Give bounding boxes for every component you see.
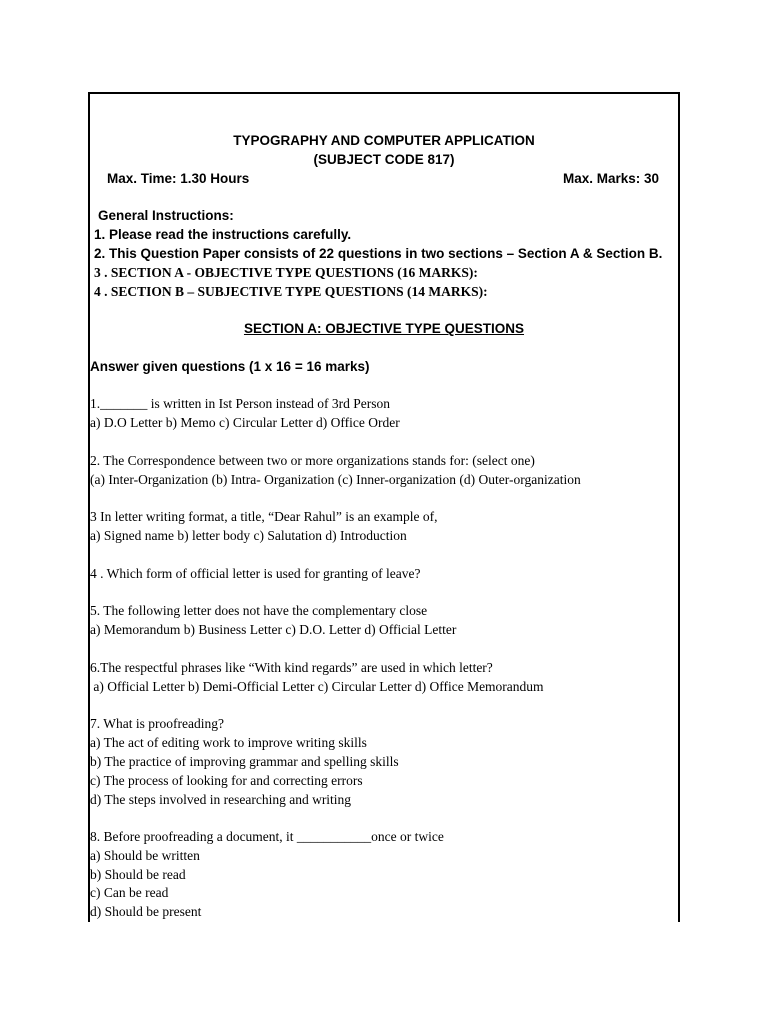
question-8-option-d: d) Should be present <box>90 904 202 919</box>
question-6: 6.The respectful phrases like “With kind regards” are used in which letter? <box>90 660 493 675</box>
section-a-heading: SECTION A: OBJECTIVE TYPE QUESTIONS <box>243 321 525 336</box>
instruction-item: 2. This Question Paper consists of 22 questions in two sections – Section A & Section B. <box>94 246 663 261</box>
question-8-option-c: c) Can be read <box>90 885 169 900</box>
paper-title: TYPOGRAPHY AND COMPUTER APPLICATION <box>233 133 535 148</box>
question-7-option-b: b) The practice of improving grammar and spelling skills <box>90 754 399 769</box>
max-marks: Max. Marks: 30 <box>563 171 660 186</box>
instruction-item: 4 . SECTION B – SUBJECTIVE TYPE QUESTIONS (14 MARKS): <box>94 284 488 299</box>
question-5-options: a) Memorandum b) Business Letter c) D.O. Letter d) Official Letter <box>90 622 457 637</box>
answer-instruction: Answer given questions (1 x 16 = 16 marks) <box>90 359 370 374</box>
question-8-option-b: b) Should be read <box>90 867 186 882</box>
question-4: 4 . Which form of official letter is used for granting of leave? <box>90 566 421 581</box>
question-7: 7. What is proofreading? <box>90 716 224 731</box>
instruction-item: 1. Please read the instructions carefully. <box>94 227 352 242</box>
question-7-option-d: d) The steps involved in researching and writing <box>90 792 352 807</box>
question-2: 2. The Correspondence between two or more organizations stands for: (select one) <box>90 453 535 468</box>
instruction-item: 3 . SECTION A - OBJECTIVE TYPE QUESTIONS (16 MARKS): <box>94 265 478 280</box>
subject-code: (SUBJECT CODE 817) <box>313 152 455 167</box>
max-time: Max. Time: 1.30 Hours <box>107 171 250 186</box>
question-5: 5. The following letter does not have the complementary close <box>90 603 428 618</box>
question-6-options: a) Official Letter b) Demi-Official Letter c) Circular Letter d) Office Memorandum <box>90 679 544 694</box>
question-3-options: a) Signed name b) letter body c) Salutation d) Introduction <box>90 528 407 543</box>
question-8-option-a: a) Should be written <box>90 848 200 863</box>
question-1: 1._______ is written in Ist Person instead of 3rd Person <box>90 396 390 411</box>
question-2-options: (a) Inter-Organization (b) Intra- Organization (c) Inner-organization (d) Outer-organization <box>90 472 581 487</box>
question-7-option-a: a) The act of editing work to improve writing skills <box>90 735 367 750</box>
question-1-options: a) D.O Letter b) Memo c) Circular Letter d) Office Order <box>90 415 400 430</box>
question-7-option-c: c) The process of looking for and correcting errors <box>90 773 363 788</box>
question-3: 3 In letter writing format, a title, “Dear Rahul” is an example of, <box>90 509 438 524</box>
question-8: 8. Before proofreading a document, it ___________once or twice <box>90 829 444 844</box>
instructions-heading: General Instructions: <box>98 208 234 223</box>
